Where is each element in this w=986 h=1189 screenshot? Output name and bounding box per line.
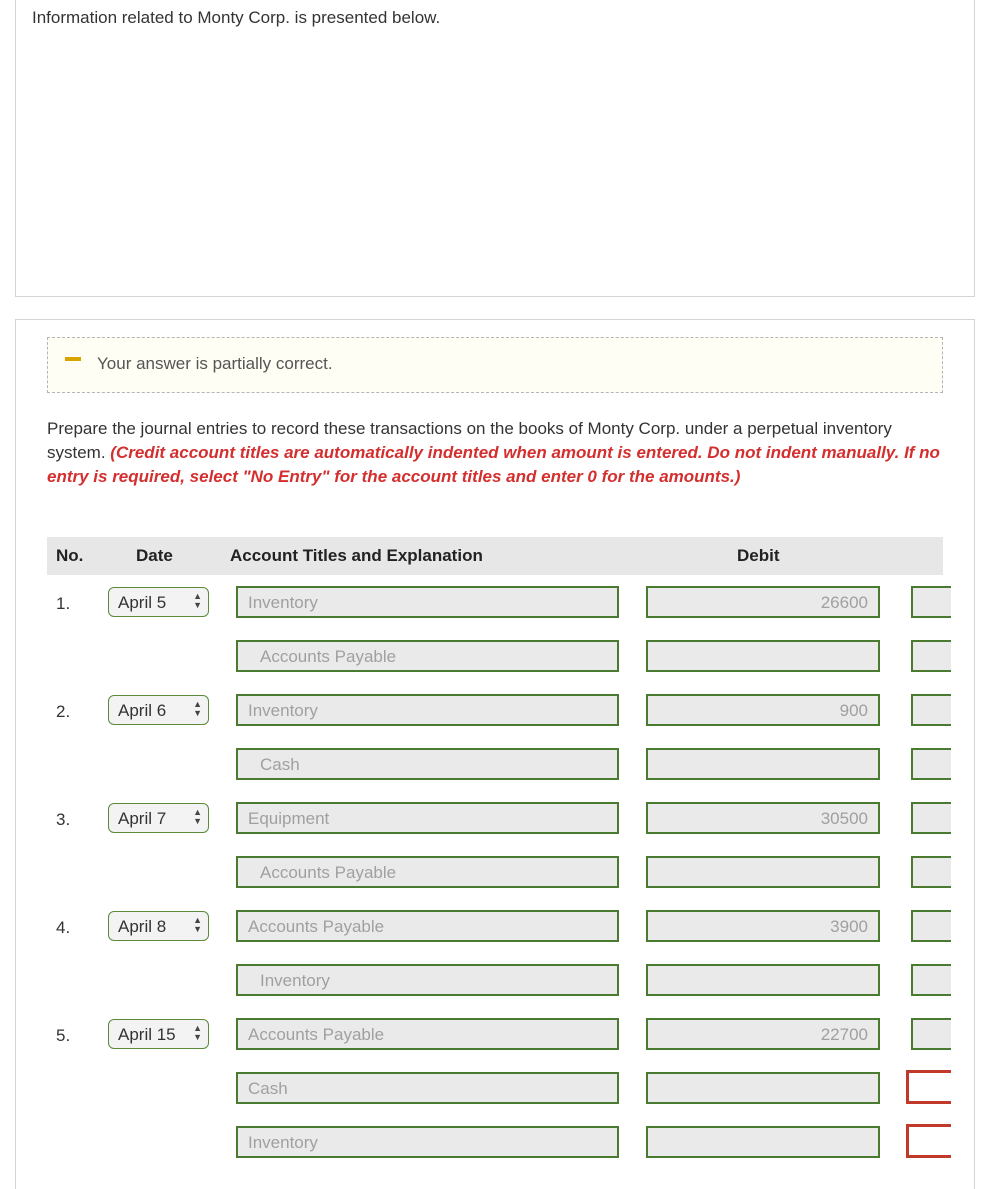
debit-input[interactable]: [646, 910, 880, 942]
date-select[interactable]: [108, 803, 209, 833]
credit-input[interactable]: [911, 910, 951, 942]
debit-input[interactable]: [646, 1018, 880, 1050]
credit-input[interactable]: [911, 694, 951, 726]
entry-number: 3.: [56, 810, 71, 829]
credit-input[interactable]: [911, 640, 951, 672]
header-date: Date: [136, 546, 173, 565]
debit-value: 22700: [820, 1025, 868, 1044]
account-title-input[interactable]: [236, 748, 619, 780]
debit-value: 900: [839, 701, 868, 720]
account-title-input[interactable]: [236, 1072, 619, 1104]
account-title-value: Cash: [248, 1079, 288, 1098]
date-select[interactable]: [108, 695, 209, 725]
account-title-input[interactable]: [236, 1126, 619, 1158]
debit-input[interactable]: [646, 748, 880, 780]
status-banner: [47, 337, 943, 393]
account-title-value: Accounts Payable: [260, 647, 397, 666]
date-value: April 15: [118, 1025, 176, 1044]
credit-input[interactable]: [911, 748, 951, 780]
account-title-input[interactable]: [236, 856, 619, 888]
answer-panel: [15, 319, 975, 1189]
debit-input[interactable]: [646, 964, 880, 996]
account-title-value: Accounts Payable: [248, 1025, 385, 1044]
account-title-value: Inventory: [248, 701, 318, 720]
debit-input[interactable]: [646, 640, 880, 672]
debit-value: 3900: [830, 917, 868, 936]
account-title-value: Accounts Payable: [248, 917, 385, 936]
debit-value: 26600: [820, 593, 868, 612]
debit-input[interactable]: [646, 1126, 880, 1158]
date-value: April 7: [118, 809, 167, 828]
credit-input-error[interactable]: [906, 1124, 951, 1158]
account-title-input[interactable]: [236, 586, 619, 618]
account-title-value: Equipment: [248, 809, 330, 828]
table-header: [47, 537, 943, 575]
entry-number: 5.: [56, 1026, 71, 1045]
credit-input[interactable]: [911, 802, 951, 834]
account-title-value: Inventory: [248, 1133, 318, 1152]
status-message: Your answer is partially correct.: [97, 354, 333, 373]
debit-input[interactable]: [646, 1072, 880, 1104]
select-arrows-icon: ▲ ▼: [193, 699, 202, 718]
header-no: No.: [56, 546, 84, 565]
account-title-input[interactable]: [236, 640, 619, 672]
credit-input[interactable]: [911, 856, 951, 888]
date-value: April 8: [118, 917, 167, 936]
debit-input[interactable]: [646, 802, 880, 834]
account-title-value: Inventory: [260, 971, 330, 990]
account-title-input[interactable]: [236, 910, 619, 942]
entry-number: 4.: [56, 918, 71, 937]
problem-intro: Information related to Monty Corp. is presented below.: [32, 8, 441, 27]
credit-input[interactable]: [911, 586, 951, 618]
select-arrows-icon: ▲ ▼: [193, 591, 202, 610]
date-select[interactable]: [108, 587, 209, 617]
header-debit: Debit: [737, 546, 780, 565]
entry-number: 1.: [56, 594, 71, 613]
account-title-value: Cash: [260, 755, 300, 774]
select-arrows-icon: ▲ ▼: [193, 1023, 202, 1042]
account-title-input[interactable]: [236, 694, 619, 726]
debit-input[interactable]: [646, 856, 880, 888]
credit-input[interactable]: [911, 964, 951, 996]
instructions-text: Prepare the journal entries to record these transactions on the books of Monty Corp. under a perpetual inventory system.: [47, 419, 892, 462]
debit-value: 30500: [820, 809, 868, 828]
date-value: April 5: [118, 593, 167, 612]
account-title-input[interactable]: [236, 802, 619, 834]
partial-correct-icon: [65, 357, 81, 361]
debit-input[interactable]: [646, 694, 880, 726]
credit-input-error[interactable]: [906, 1070, 951, 1104]
select-arrows-icon: ▲ ▼: [193, 807, 202, 826]
debit-input[interactable]: [646, 586, 880, 618]
header-account: Account Titles and Explanation: [230, 546, 483, 565]
instructions: [47, 417, 942, 489]
date-select[interactable]: [108, 1019, 209, 1049]
problem-panel: [15, 0, 975, 297]
account-title-value: Accounts Payable: [260, 863, 397, 882]
instructions-note: (Credit account titles are automatically indented when amount is entered. Do not indent manually. If no entry is required, select "No Entry" for the account titles and enter 0 for the amounts.): [47, 443, 940, 486]
account-title-input[interactable]: [236, 1018, 619, 1050]
entry-number: 2.: [56, 702, 71, 721]
date-select[interactable]: [108, 911, 209, 941]
account-title-input[interactable]: [236, 964, 619, 996]
credit-input[interactable]: [911, 1018, 951, 1050]
select-arrows-icon: ▲ ▼: [193, 915, 202, 934]
date-value: April 6: [118, 701, 167, 720]
account-title-value: Inventory: [248, 593, 318, 612]
